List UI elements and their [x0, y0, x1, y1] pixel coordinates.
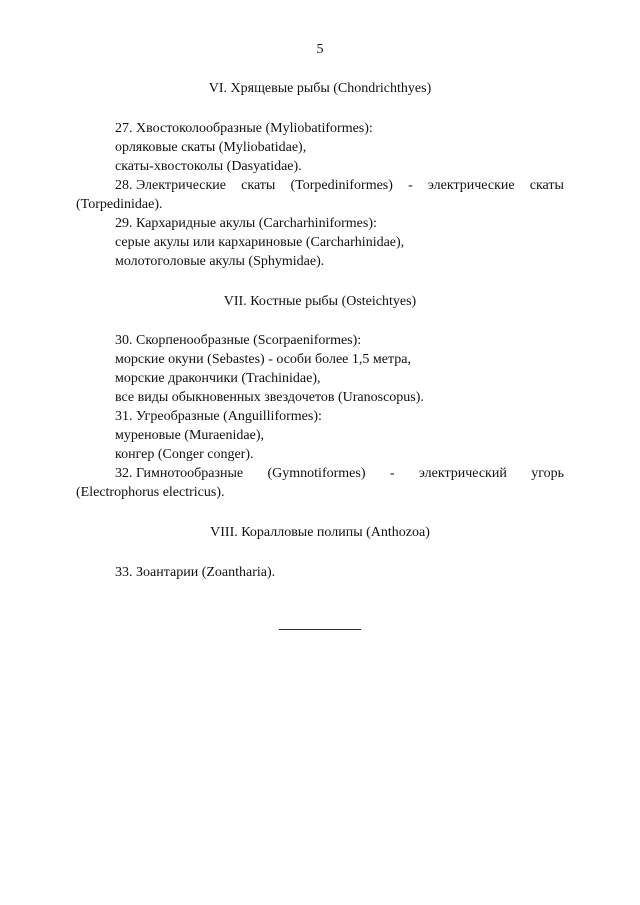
list-item-28-word: -: [408, 178, 413, 193]
list-subitem-30a: морские окуни (Sebastes) - особи более 1,5 метра,: [115, 352, 411, 367]
list-subitem-30c: все виды обыкновенных звездочетов (Uranoscopus).: [115, 390, 424, 405]
list-item-32-word: -: [389, 466, 395, 481]
section-heading-viii: VIII. Коралловые полипы (Anthozoa): [210, 525, 430, 540]
list-item-28-continuation: (Torpedinidae).: [76, 197, 163, 212]
list-item-28-word: электрические: [427, 178, 515, 193]
section-heading-vi: VI. Хрящевые рыбы (Chondrichthyes): [208, 81, 432, 96]
list-item-28-word: 28. Электрические: [115, 178, 226, 193]
list-subitem-27a: орляковые скаты (Myliobatidae),: [115, 140, 307, 155]
list-item-28-word: скаты: [529, 178, 564, 193]
list-subitem-31a: муреновые (Muraenidae),: [115, 428, 264, 443]
list-subitem-29a: серые акулы или кархариновые (Carcharhinidae),: [115, 235, 405, 250]
list-subitem-31b: конгер (Conger conger).: [115, 447, 254, 462]
end-divider: [279, 629, 361, 630]
page-number: 5: [316, 42, 324, 57]
list-item-32-word: 32. Гимнотообразные: [115, 466, 244, 481]
list-item-29: 29. Кархаридные акулы (Carcharhiniformes):: [115, 216, 377, 231]
list-item-32-word: угорь: [531, 466, 564, 481]
list-item-28: [115, 177, 564, 195]
list-item-33: 33. Зоантарии (Zoantharia).: [115, 565, 276, 580]
list-item-28-word: (Torpediniformes): [290, 178, 393, 193]
list-subitem-29b: молотоголовые акулы (Sphymidae).: [115, 254, 325, 269]
list-subitem-30b: морские дракончики (Trachinidae),: [115, 371, 321, 386]
list-item-31: 31. Угреобразные (Anguilliformes):: [115, 409, 322, 424]
list-item-32-continuation: (Electrophorus electricus).: [76, 485, 225, 500]
list-item-28-word: скаты: [241, 178, 276, 193]
list-item-32: [115, 465, 564, 483]
list-item-30: 30. Скорпенообразные (Scorpaeniformes):: [115, 333, 362, 348]
list-subitem-27b: скаты-хвостоколы (Dasyatidae).: [115, 159, 302, 174]
list-item-27: 27. Хвостоколообразные (Myliobatiformes):: [115, 121, 373, 136]
list-item-32-word: (Gymnotiformes): [267, 466, 366, 481]
section-heading-vii: VII. Костные рыбы (Osteichtyes): [223, 294, 417, 309]
list-item-32-word: электрический: [418, 466, 507, 481]
